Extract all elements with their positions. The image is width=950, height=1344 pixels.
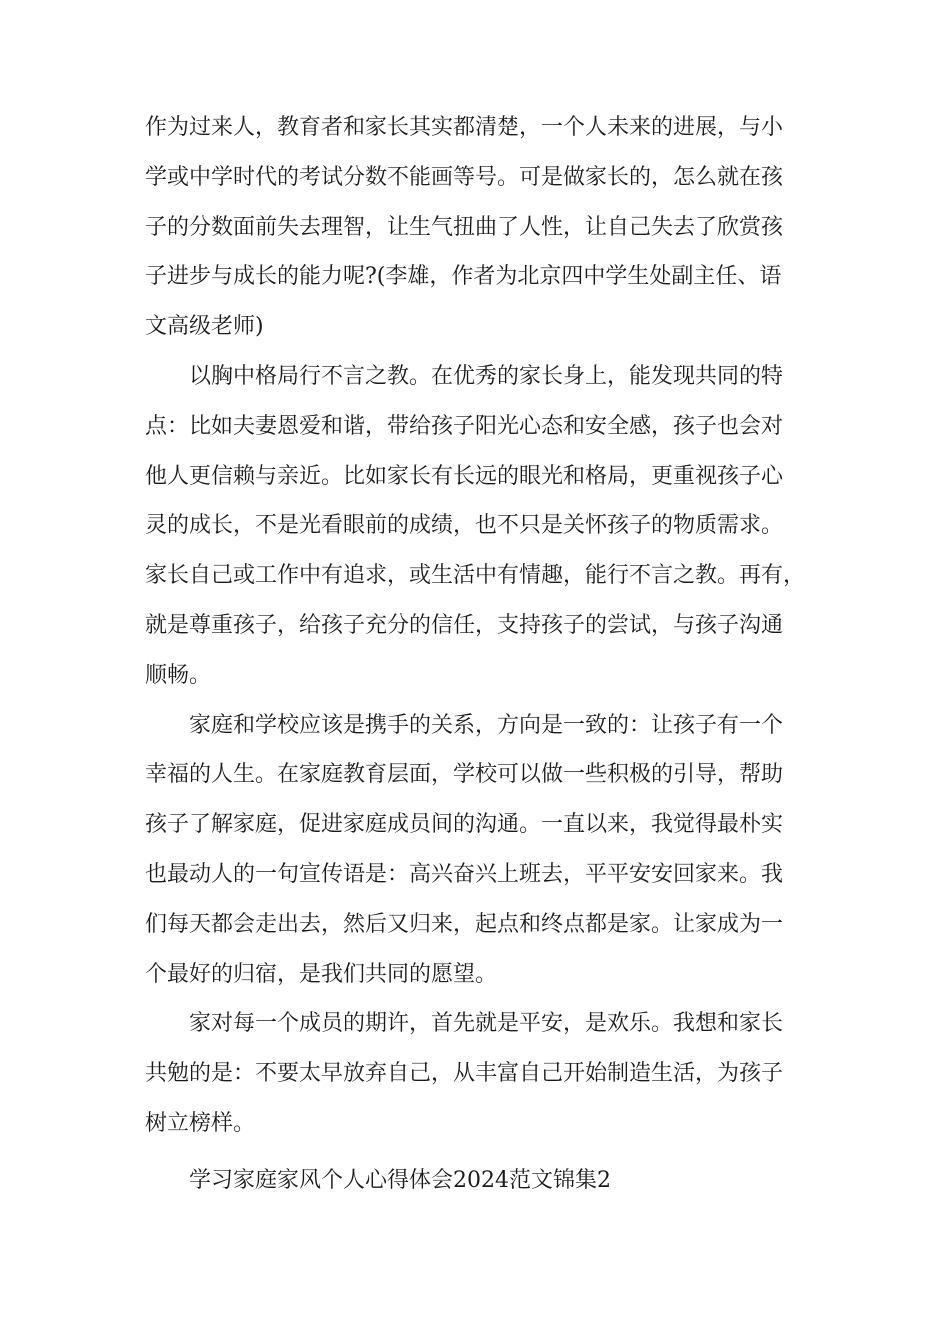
text-line: 作为过来人，教育者和家长其实都清楚，一个人未来的进展，与小	[145, 115, 784, 140]
document-body	[145, 103, 815, 1206]
text-line: 们每天都会走出去，然后又归来，起点和终点都是家。让家成为一	[145, 911, 784, 937]
text-line: 家庭和学校应该是携手的关系，方向是一致的：让孩子有一个	[145, 712, 784, 738]
text-line: 点：比如夫妻恩爱和谐，带给孩子阳光心态和安全感，孩子也会对	[145, 413, 784, 439]
text-line: 家对每一个成员的期许，首先就是平安，是欢乐。我想和家长	[145, 1011, 784, 1037]
paragraph-2	[145, 352, 815, 701]
text-line: 孩子了解家庭，促进家庭成员间的沟通。一直以来，我觉得最朴实	[145, 812, 784, 838]
text-line: 他人更信赖与亲近。比如家长有长远的眼光和格局，更重视孩子心	[145, 463, 784, 489]
text-line: 顺畅。	[145, 662, 212, 688]
text-line: 就是尊重孩子，给孩子充分的信任，支持孩子的尝试，与孩子沟通	[145, 612, 784, 638]
text-line: 家长自己或工作中有追求，或生活中有情趣，能行不言之教。再有，	[145, 563, 806, 589]
text-line: 共勉的是：不要太早放弃自己，从丰富自己开始制造生活，为孩子	[145, 1061, 784, 1087]
paragraph-3	[145, 701, 815, 1000]
text-line: 个最好的归宿，是我们共同的愿望。	[145, 961, 498, 987]
section-title: 学习家庭家风个人心得体会2024范文锦集2	[145, 1167, 611, 1193]
text-line: 幸福的人生。在家庭教育层面，学校可以做一些积极的引导，帮助	[145, 762, 784, 788]
paragraph-1	[145, 103, 815, 352]
text-line: 子进步与成长的能力呢?(李雄，作者为北京四中学生处副主任、语	[145, 264, 782, 290]
paragraph-4	[145, 999, 815, 1148]
text-line: 子的分数面前失去理智，让生气扭曲了人性，让自己失去了欣赏孩	[145, 214, 784, 240]
text-line: 学或中学时代的考试分数不能画等号。可是做家长的，怎么就在孩	[145, 164, 784, 190]
text-line: 灵的成长，不是光看眼前的成绩，也不只是关怀孩子的物质需求。	[145, 513, 784, 539]
text-line: 文高级老师)	[145, 314, 264, 340]
text-line: 也最动人的一句宣传语是：高兴奋兴上班去，平平安安回家来。我	[145, 861, 784, 887]
text-line: 树立榜样。	[145, 1110, 256, 1136]
text-line: 以胸中格局行不言之教。在优秀的家长身上，能发现共同的特	[145, 363, 784, 389]
